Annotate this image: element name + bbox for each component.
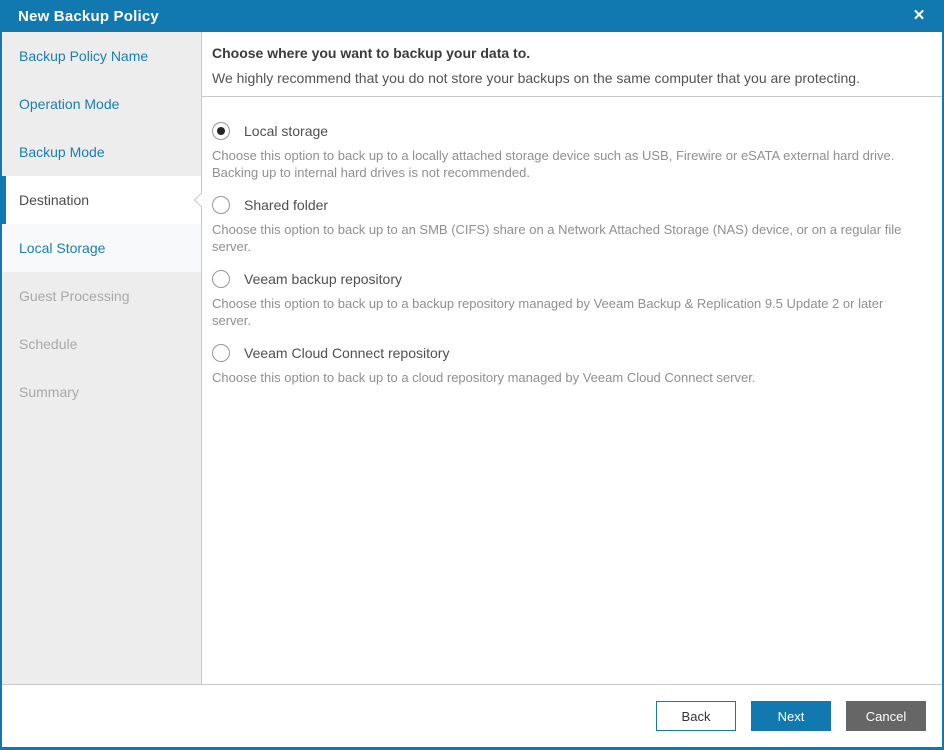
option-label[interactable]: Shared folder (244, 197, 329, 213)
sidebar-item-operation-mode[interactable]: Operation Mode (19, 96, 120, 112)
option-local-storage-row[interactable] (212, 120, 920, 142)
option-veeam-backup-repository-row[interactable] (212, 268, 920, 290)
radio-icon[interactable] (212, 122, 230, 140)
option-veeam-backup-repository (212, 268, 920, 329)
option-label[interactable]: Veeam backup repository (244, 271, 402, 287)
window-title: New Backup Policy (18, 7, 159, 25)
content-header (202, 32, 942, 97)
option-label[interactable]: Veeam Cloud Connect repository (244, 345, 450, 361)
sidebar-item-destination[interactable]: Destination (2, 176, 201, 224)
option-description: Choose this option to back up to a locally attached storage device such as USB, Firewire or eSATA external hard drive. Backing up to internal hard drives is not recommended. (212, 148, 895, 180)
option-local-storage (212, 120, 920, 181)
destination-options (202, 97, 942, 399)
radio-icon[interactable] (212, 196, 230, 214)
option-shared-folder (212, 194, 920, 255)
next-button[interactable]: Next (751, 701, 831, 731)
title-bar (0, 0, 944, 32)
option-description: Choose this option to back up to a cloud repository managed by Veeam Cloud Connect server. (212, 370, 756, 385)
page-subtitle: We highly recommend that you do not store your backups on the same computer that you are protecting. (212, 70, 860, 86)
close-icon[interactable]: ✕ (912, 7, 926, 24)
option-veeam-cloud-connect-repository (212, 342, 920, 386)
back-button[interactable]: Back (656, 701, 736, 731)
option-description: Choose this option to back up to a backup repository managed by Veeam Backup & Replication 9.5 Update 2 or later server. (212, 296, 884, 328)
sidebar-item-schedule: Schedule (19, 336, 78, 352)
page-title: Choose where you want to backup your data to. (212, 45, 531, 61)
radio-icon[interactable] (212, 270, 230, 288)
sidebar-item-guest-processing: Guest Processing (19, 288, 130, 304)
sidebar-item-local-storage[interactable]: Local Storage (2, 224, 201, 272)
main-area (2, 32, 942, 684)
option-veeam-cloud-connect-repository-row[interactable] (212, 342, 920, 364)
content-pane (202, 32, 942, 684)
sidebar-item-backup-policy-name[interactable]: Backup Policy Name (19, 48, 149, 64)
cancel-button[interactable]: Cancel (846, 701, 926, 731)
sidebar-item-summary: Summary (19, 384, 79, 400)
option-shared-folder-row[interactable] (212, 194, 920, 216)
option-label[interactable]: Local storage (244, 123, 329, 139)
wizard-steps-sidebar (2, 32, 202, 684)
footer-bar (2, 684, 942, 747)
sidebar-item-backup-mode[interactable]: Backup Mode (19, 144, 105, 160)
option-description: Choose this option to back up to an SMB (CIFS) share on a Network Attached Storage (NAS) device, or on a regular file server. (212, 222, 902, 254)
radio-icon[interactable] (212, 344, 230, 362)
